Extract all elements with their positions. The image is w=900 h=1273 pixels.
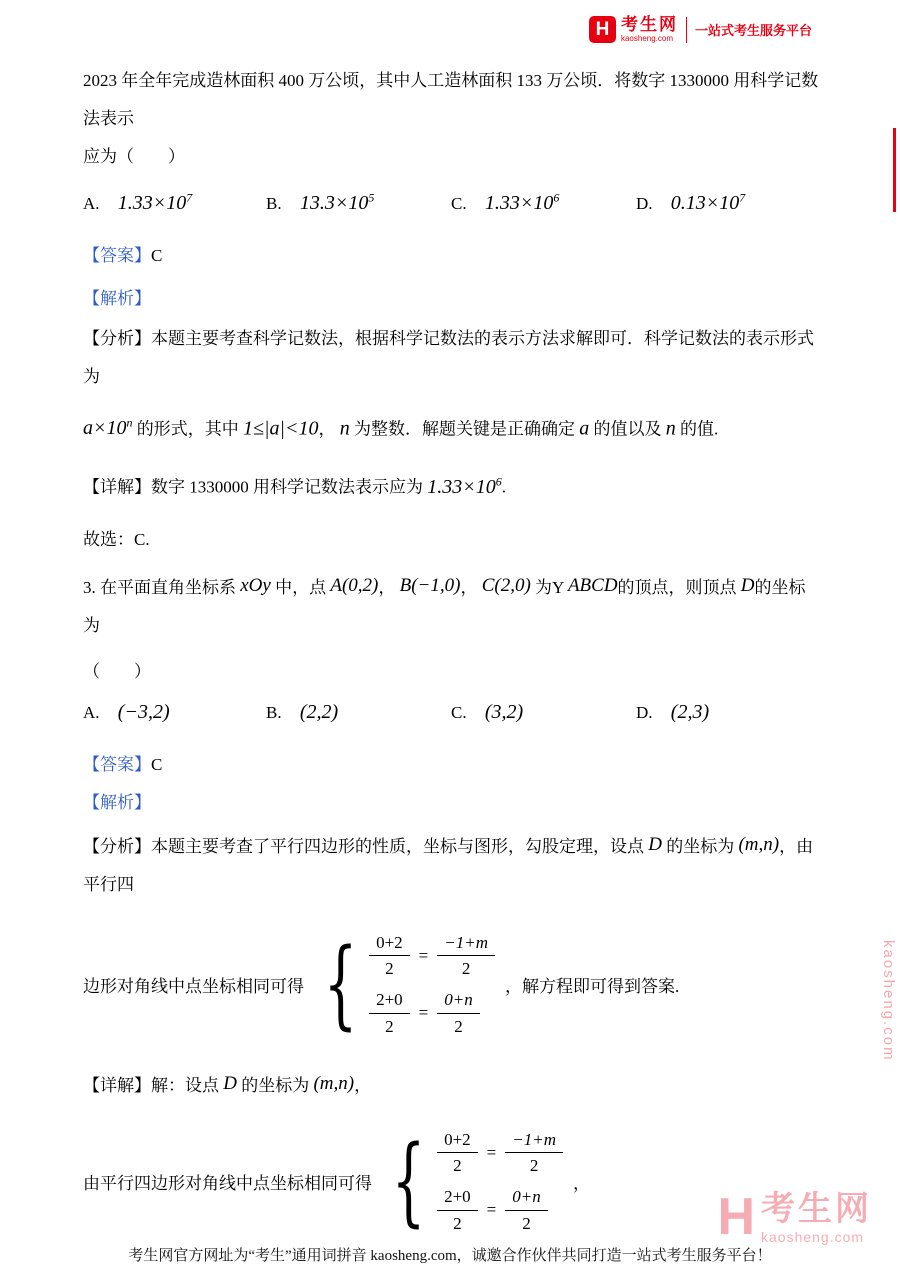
answer-label: 【答案】 [83, 245, 151, 265]
fenxi-text: 本题主要考查科学记数法，根据科学记数法的表示方法求解即可．科学记数法的表示形式为 [83, 328, 814, 386]
text-seg: 中，点 [275, 577, 327, 597]
math-base: a×10 [83, 417, 127, 440]
denominator: 2 [453, 1213, 462, 1233]
kaosheng-logo [589, 16, 812, 43]
left-brace-symbol: { [323, 928, 358, 1041]
text-seg: . [501, 477, 506, 497]
q2-option-c [451, 178, 636, 223]
q3-fenxi-system-line [83, 928, 822, 1041]
option-value [485, 192, 560, 214]
q3-answer-line [83, 746, 822, 784]
logo-text-block [621, 16, 678, 43]
math-point-A: A(0,2) [330, 574, 379, 596]
brand-domain: kaosheng.com [620, 34, 674, 43]
answer-label: 【答案】 [83, 754, 151, 774]
math-point-B: B(−1,0) [399, 574, 461, 596]
text-seg: ， [354, 1075, 372, 1095]
xiangjie-label: 【详解】 [83, 477, 151, 497]
equals-sign: = [418, 945, 429, 965]
q2-option-d [636, 178, 822, 223]
numerator: 0+2 [437, 1129, 478, 1153]
text-seg: 为Y [535, 577, 564, 597]
math-xOy: xOy [240, 574, 271, 596]
option-value [300, 192, 375, 214]
option-exponent: 7 [739, 190, 746, 204]
left-brace-symbol: { [391, 1125, 426, 1238]
option-value: (−3,2) [117, 700, 170, 723]
q3-stem-line1 [83, 569, 822, 645]
equation-2 [369, 989, 495, 1037]
fraction [437, 1186, 478, 1234]
q3-fenxi-line1 [83, 828, 822, 904]
text-seg: 边形对角线中点坐标相同可得 [83, 976, 304, 996]
q2-xiangjie-line [83, 462, 822, 507]
math-a-times-10n [83, 417, 133, 439]
footer-text: 考生网官方网址为“考生”通用词拼音 kaosheng.com，诚邀合作伙伴共同打造一站式考生服务平台！ [128, 1248, 772, 1264]
fenxi-label: 【分析】 [83, 328, 151, 348]
option-label: D. [636, 702, 653, 722]
denominator: 2 [453, 1156, 462, 1176]
q2-options [83, 178, 822, 223]
q3-xiangjie-line1 [83, 1067, 822, 1105]
option-base: 1.33×10 [117, 191, 187, 214]
text-seg: 为整数．解题关键是正确确定 [353, 419, 575, 439]
q2-fenxi-line1 [83, 320, 822, 396]
q2-stem-line2: 应为（ ） [83, 147, 185, 166]
q3-xiangjie-system-line [83, 1125, 822, 1238]
text-seg: ， [573, 1173, 590, 1193]
fraction [369, 989, 410, 1037]
numerator: 0+n [437, 989, 479, 1013]
q3-option-c [451, 693, 636, 732]
numerator: −1+m [437, 932, 495, 956]
option-label: A. [83, 193, 100, 213]
text-seg: 由平行四边形对角线中点坐标相同可得 [83, 1173, 372, 1193]
fenxi-label: 【分析】 [83, 836, 151, 856]
equals-sign: = [486, 1142, 497, 1162]
option-label: C. [451, 702, 467, 722]
option-exponent: 7 [186, 190, 193, 204]
option-base: 13.3×10 [299, 191, 369, 214]
q3-option-b [266, 693, 451, 732]
text-seg: 解：设点 [151, 1075, 219, 1095]
answer-value: C [151, 754, 163, 774]
option-label: B. [266, 193, 282, 213]
kaosheng-logo-icon: H [589, 16, 616, 43]
option-value: (2,3) [670, 700, 710, 723]
brand-name: 考生网 [620, 15, 678, 34]
q2-jiexi-label: 【解析】 [83, 288, 151, 308]
q3-option-a [83, 693, 266, 732]
q2-option-b [266, 178, 451, 223]
q3-options [83, 693, 822, 732]
answer-value: C [151, 245, 163, 265]
math-exponent: 6 [495, 474, 502, 489]
equals-sign: = [418, 1003, 429, 1023]
equation-1 [369, 932, 495, 980]
option-value: (3,2) [484, 700, 524, 723]
option-value [118, 192, 193, 214]
option-label: D. [636, 193, 653, 213]
side-vertical-domain-watermark: kaosheng.com [880, 940, 897, 1062]
fraction [437, 932, 495, 980]
numerator: 2+0 [437, 1186, 478, 1210]
watermark-domain: kaosheng.com [761, 1229, 865, 1245]
denominator: 2 [461, 959, 471, 979]
numerator: 0+2 [369, 932, 410, 956]
math-parallelogram-ABCD: ABCD [567, 574, 618, 596]
math-var-D: D [223, 1072, 237, 1094]
numerator: 0+n [505, 1186, 547, 1210]
q2-answer-line [83, 237, 822, 275]
text-seg: ， [318, 419, 336, 439]
text-seg: 的值以及 [593, 419, 662, 439]
watermark-text-block [761, 1191, 872, 1245]
numerator: 2+0 [369, 989, 410, 1013]
option-value [671, 192, 746, 214]
option-label: B. [266, 702, 282, 722]
equation-2 [437, 1186, 563, 1234]
watermark-brand-name: 考生网 [761, 1190, 872, 1228]
math-var-D: D [648, 833, 662, 855]
math-base: 1.33×10 [427, 475, 496, 498]
denominator: 2 [454, 1016, 463, 1036]
text-seg: 的坐标为 [241, 1075, 310, 1095]
denominator: 2 [385, 1016, 394, 1036]
exam-content [83, 62, 822, 1238]
text-seg: 本题主要考查了平行四边形的性质，坐标与图形，勾股定理，设点 [151, 836, 644, 856]
math-var-n: n [339, 417, 350, 440]
equation-system [437, 1129, 563, 1234]
denominator: 2 [529, 1156, 539, 1176]
xiangjie-label: 【详解】 [83, 1075, 151, 1095]
text-seg: 的坐标为 [83, 577, 806, 635]
text-seg: 的形式，其中 [136, 419, 239, 439]
equals-sign: = [486, 1200, 497, 1220]
brand-tagline: 一站式考生服务平台 [694, 23, 812, 38]
equation-1 [437, 1129, 563, 1177]
math-mn: (m,n) [738, 833, 780, 855]
text-seg: ， [460, 577, 478, 597]
option-base: 0.13×10 [670, 191, 740, 214]
q2-conclusion: 故选：C. [83, 529, 150, 549]
text-seg: ，由平行四 [83, 836, 814, 894]
q3-option-d [636, 693, 822, 732]
math-exponent: n [126, 415, 133, 430]
math-var-n: n [665, 417, 676, 440]
text-seg: 的顶点，则顶点 [617, 577, 737, 597]
fraction [369, 932, 410, 980]
math-point-C: C(2,0) [481, 574, 531, 596]
q2-stem-line1: 2023 年全年完成造林面积 400 万公顷，其中人工造林面积 133 万公顷．将数字 1330000 用科学记数法表示 [83, 71, 819, 128]
denominator: 2 [385, 959, 394, 979]
math-result [427, 476, 502, 498]
option-exponent: 5 [368, 190, 375, 204]
q3-stem-line2: （ ） [83, 661, 151, 681]
kaosheng-watermark-icon: H [717, 1188, 755, 1246]
text-seg: 数字 1330000 用科学记数法表示应为 [151, 477, 423, 497]
option-label: A. [83, 702, 100, 722]
q2-fenxi-line2 [83, 404, 822, 449]
option-label: C. [451, 193, 467, 213]
math-var-a: a [579, 417, 590, 440]
text-seg: 的坐标为 [666, 836, 735, 856]
numerator: −1+m [505, 1129, 563, 1153]
text-seg: 3. 在平面直角坐标系 [83, 577, 236, 597]
denominator: 2 [522, 1213, 531, 1233]
equation-system [369, 932, 495, 1037]
fraction [437, 1129, 478, 1177]
text-seg: ，解方程即可得到答案. [505, 976, 680, 996]
fraction [437, 989, 479, 1037]
math-var-D: D [740, 574, 755, 596]
text-seg: ， [378, 577, 396, 597]
option-exponent: 6 [553, 190, 560, 204]
q2-option-a [83, 178, 266, 223]
q3-jiexi-label: 【解析】 [83, 792, 151, 812]
text-seg: 的值. [679, 419, 719, 439]
fraction [505, 1129, 563, 1177]
kaosheng-watermark [717, 1188, 872, 1246]
option-value: (2,2) [299, 700, 339, 723]
right-edge-red-mark [893, 128, 896, 212]
option-base: 1.33×10 [484, 191, 554, 214]
math-mn: (m,n) [313, 1072, 355, 1094]
fraction [505, 1186, 547, 1234]
logo-divider [686, 17, 687, 43]
math-condition: 1≤|a|<10 [243, 417, 319, 440]
